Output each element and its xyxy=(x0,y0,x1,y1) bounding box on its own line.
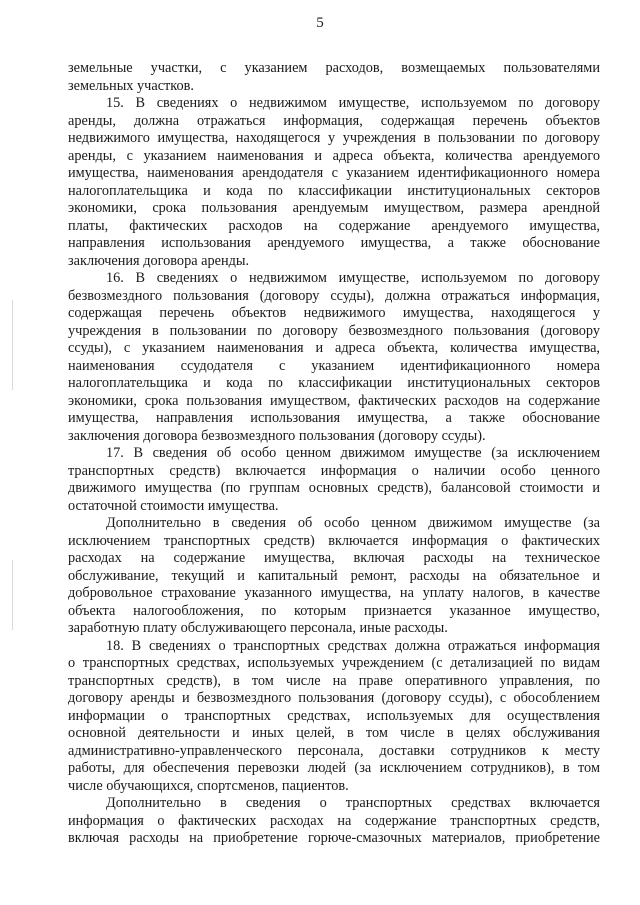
text-line: налогоплательщика и кода по классификации институциональных секторов xyxy=(68,375,600,391)
text-line: Дополнительно в сведения об особо ценном движимом имуществе (за xyxy=(106,515,600,531)
text-line: 18. В сведениях о транспортных средствах должна отражаться информация xyxy=(106,637,600,654)
text-line: земельных участков. xyxy=(68,77,194,94)
text-line: безвозмездного пользования (договору ссуды), должна отражаться информация, xyxy=(68,287,600,304)
text-line: обслуживание, текущий и капитальный ремонт, расходы на обязательное и xyxy=(68,567,600,584)
text-line: о транспортных средствах, используемых учреждением (с детализацией по видам xyxy=(68,655,600,671)
text-line: транспортных средств) включается информация о наличии особо ценного xyxy=(68,462,600,479)
text-line: имущества, направления использования имущества, а также обоснование xyxy=(68,410,600,426)
text-line: 15. В сведениях о недвижимом имуществе, используемом по договору xyxy=(106,95,600,111)
text-line: объекта налогообложения, по которым признается указанное имущество, xyxy=(68,602,600,619)
text-line: информации о транспортных средствах, используемых для осуществления xyxy=(68,707,600,724)
text-line: земельные участки, с указанием расходов, возмещаемых пользователями xyxy=(68,60,600,76)
text-line: заключения договора аренды. xyxy=(68,252,250,269)
text-line: заработную плату обслуживающего персонала, иные расходы. xyxy=(68,620,448,636)
text-line: 16. В сведениях о недвижимом имуществе, используемом по договору xyxy=(106,270,600,286)
text-line: основной деятельности и иных целей, в том числе в целях обслуживания xyxy=(68,725,600,741)
text-line: платы, фактических расходов на содержание арендуемого имущества, xyxy=(68,217,600,234)
text-line: работы, для обеспечения перевозки людей (за исключением сотрудников), в том xyxy=(68,760,600,776)
text-line: аренды, с указанием наименования и адреса объекта, количества арендуемого xyxy=(68,147,600,164)
text-line: транспортных средств), в том числе на праве оперативного управления, по xyxy=(68,672,600,689)
text-line: числе обучающихся, спортсменов, пациентов. xyxy=(68,777,349,794)
text-line: учреждения в пользовании по договору безвозмездного пользования (договору xyxy=(68,322,600,339)
text-line: заключения договора безвозмездного пользования (договору ссуды). xyxy=(68,427,486,444)
text-line: налогоплательщика и кода по классификации институциональных секторов xyxy=(68,182,600,199)
scan-margin-mark xyxy=(12,560,13,630)
text-line: остаточной стоимости имущества. xyxy=(68,497,279,514)
page-number: 5 xyxy=(316,15,324,31)
text-line: недвижимого имущества, находящегося у учреждения в пользовании по договору xyxy=(68,130,600,146)
text-line: Дополнительно в сведения о транспортных средствах включается xyxy=(106,795,600,811)
text-line: движимого имущества (по группам основных средств), балансовой стоимости и xyxy=(68,480,600,496)
text-line: экономики, срока пользования арендуемым имуществом, размера арендной xyxy=(68,200,600,216)
text-line: договору аренды и безвозмездного пользования (договору ссуды), с обособлением xyxy=(68,690,600,706)
text-line: информация о фактических расходах на содержание транспортных средств, xyxy=(68,812,600,829)
scan-margin-mark xyxy=(12,300,13,390)
text-line: аренды, должна отражаться информация, содержащая перечень объектов xyxy=(68,112,600,129)
text-line: включая расходы на приобретение горюче-смазочных материалов, приобретение xyxy=(68,830,600,846)
text-line: экономики, срока пользования имуществом, фактических расходов на содержание xyxy=(68,392,600,409)
text-line: имущества, наименования арендодателя с указанием идентификационного номера xyxy=(68,165,600,181)
text-line: административно-управленческого персонала, доставки сотрудников к месту xyxy=(68,742,600,759)
text-line: 17. В сведения об особо ценном движимом имуществе (за исключением xyxy=(106,445,600,461)
body-text xyxy=(68,60,600,848)
text-line: ссуды), с указанием наименования и адреса объекта, количества имущества, xyxy=(68,340,600,356)
text-line: расходах на содержание имущества, включая расходы на техническое xyxy=(68,550,600,566)
text-line: наименования ссудодателя с указанием идентификационного номера xyxy=(68,357,600,374)
text-line: направления использования арендуемого имущества, а также обоснование xyxy=(68,235,600,251)
text-line: добровольное страхование указанного имущества, на уплату налогов, в качестве xyxy=(68,585,600,601)
text-line: содержащая перечень объектов недвижимого имущества, находящегося у xyxy=(68,305,600,321)
text-line: исключением транспортных средств) включается информация о фактических xyxy=(68,532,600,549)
